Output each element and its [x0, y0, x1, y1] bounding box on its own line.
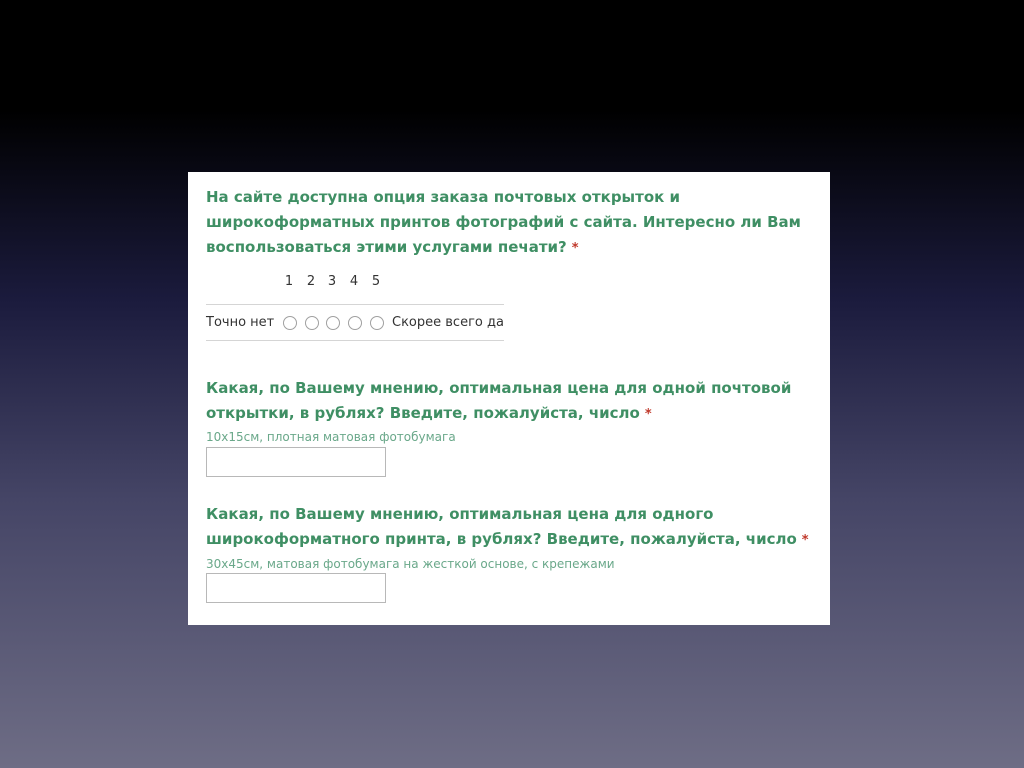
scale-radio-4[interactable] [348, 316, 362, 330]
required-mark: * [801, 533, 809, 548]
scale-label-max: Скорее всего да [392, 315, 504, 330]
scale-number-5: 5 [371, 274, 381, 289]
postcard-price-input[interactable] [206, 447, 386, 477]
question-2-text: Какая, по Вашему мнению, оптимальная цена для одной почтовой открытки, в рублях? Введите, пожалуйста, число [206, 379, 792, 422]
question-3-title [206, 502, 816, 553]
question-2-title [206, 376, 816, 427]
scale-divider [206, 340, 504, 341]
scale-numbers-row [206, 272, 504, 296]
required-mark: * [644, 407, 652, 422]
scale-radio-1[interactable] [283, 316, 297, 330]
question-2-hint: 10x15см, плотная матовая фотобумага [206, 430, 456, 444]
print-price-input[interactable] [206, 573, 386, 603]
scale-number-4: 4 [349, 274, 359, 289]
scale-number-2: 2 [306, 274, 316, 289]
required-mark: * [571, 241, 579, 256]
survey-form [188, 172, 830, 625]
scale-divider [206, 304, 504, 305]
scale-radio-5[interactable] [370, 316, 384, 330]
scale-number-1: 1 [284, 274, 294, 289]
scale-radio-2[interactable] [305, 316, 319, 330]
scale-options-row [206, 314, 504, 334]
scale-label-min: Точно нет [206, 315, 275, 330]
scale-radio-3[interactable] [326, 316, 340, 330]
question-1-text: На сайте доступна опция заказа почтовых открыток и широкоформатных принтов фотографий с сайта. Интересно ли Вам воспользоваться этими услугами печати? [206, 188, 801, 256]
question-3-hint: 30x45см, матовая фотобумага на жесткой основе, с крепежами [206, 557, 615, 571]
question-1-title [206, 185, 816, 261]
scale-number-3: 3 [327, 274, 337, 289]
question-3-text: Какая, по Вашему мнению, оптимальная цена для одного широкоформатного принта, в рублях? Введите, пожалуйста, число [206, 505, 797, 548]
